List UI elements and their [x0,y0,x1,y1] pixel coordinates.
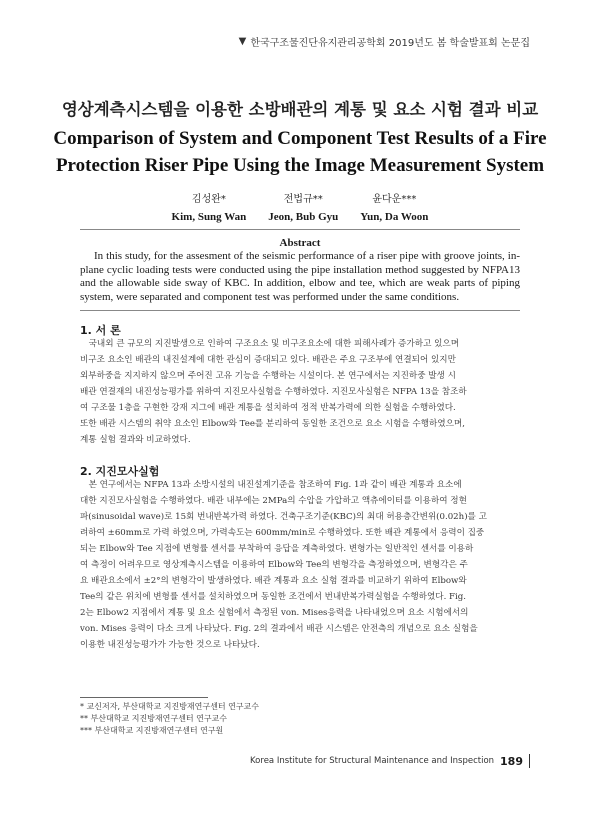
text-line: 계통 실험 결과와 비교하였다. [80,435,191,445]
divider [80,310,520,311]
footnote: * 교신저자, 부산대학교 지진방재연구센터 연구교수 [80,702,260,711]
text-line: 본 연구에서는 NFPA 13과 소방시설의 내진설계기준을 참조하여 Fig. 1과 같이 배관 계통과 요소에 [80,480,462,490]
section-body [80,336,520,448]
text-line: 되는 Elbow와 Tee 지점에 변형률 센서를 부착하여 응답을 계측하였다. 변형가는 일반적인 센서를 이용하 [80,544,474,554]
author-name-korean: 전법규** [283,194,323,205]
journal-header [239,34,530,49]
text-line: 이용한 내진성능평가가 가능한 것으로 나타났다. [80,640,260,650]
text-line: 파(sinusoidal wave)로 15회 번내반복가력 하였다. 건축구조기준(KBC)의 최대 허용층간변위(0.02h)를 고 [80,512,487,522]
author-list [0,190,600,223]
author-name-korean: 김성완* [191,194,226,205]
text-line: 2는 Elbow2 지점에서 계통 및 요소 실험에서 측정된 von. Mises응력을 나타내었으며 요소 시험에서의 [80,608,469,618]
text-line: 대한 지진모사실험을 수행하였다. 배관 내부에는 2MPa의 수압을 가압하고 액츄에이터를 이용하여 정현 [80,496,467,506]
title-english: Comparison of System and Component Test Results of a Fire Protection Riser Pipe Using the Image Measurement System [53,128,547,176]
text-line: 외부하중을 지지하지 않으며 주어진 고유 기능을 수행하는 시설이다. 본 연구에서는 지진하중 발생 시 [80,371,456,381]
text-line: 비구조 요소인 배관의 내진설계에 대한 관심이 증대되고 있다. 배관은 주요 구조부에 연결되어 있지만 [80,355,456,365]
institution-name: Korea Institute for Structural Maintenance and Inspection [250,756,495,766]
section-heading: 1. 서 론 [80,324,121,337]
author-2 [268,190,338,223]
text-line: 려하여 ±60mm로 가력 하였으며, 가력속도는 600mm/min로 수행하였다. 또한 배관 계통에서 응력이 집중 [80,528,485,538]
section-body [80,477,520,653]
author-name-english: Jeon, Bub Gyu [268,211,339,223]
title-korean: 영상계측시스템을 이용한 소방배관의 계통 및 요소 시험 결과 비교 [61,100,539,119]
author-name-english: Yun, Da Woon [360,211,429,223]
text-line: 여 측정이 어려우므로 영상계측시스템을 이용하여 Elbow와 Tee의 변형각을 측정하였으며, 변형각은 주 [80,560,468,570]
journal-name: 한국구조물진단유지관리공학회 2019년도 봄 학술발표회 논문집 [250,38,530,49]
text-line: 여 구조물 1층을 구현한 강재 지그에 배관 계통을 설치하여 정적 반복가력에 의한 실험을 수행하였다. [80,403,456,413]
text-line: 배관 연결재의 내진성능평가를 위하여 지진모사실험을 수행하였다. 지진모사실험은 NFPA 13을 참조하 [80,387,467,397]
abstract-heading: Abstract [279,237,321,249]
text-line: 요 배관요소에서 ±2°의 변형각이 발생하였다. 배관 계통과 요소 실험 결과를 비교하기 위하여 Elbow와 [80,576,467,586]
text-line: von. Mises 응력이 다소 크게 나타났다. Fig. 2의 결과에서 배관 시스템은 안전측의 개념으로 요소 실험을 [80,624,478,634]
page-number: 189 [500,754,523,768]
abstract-text: In this study, for the assesment of the seismic performance of a riser pipe with groove joints, in-plane cyclic loading tests were conducted using the pipe installation method suggested by NFPA13 and the allowable side sway of KBC. In addition, elbow and tee, which are weak parts of piping system, were separated and component test was performed under the same conditions. [80,250,520,303]
footnote: *** 부산대학교 지진방재연구센터 연구원 [80,726,224,735]
author-1 [172,190,247,223]
footnote: ** 부산대학교 지진방재연구센터 연구교수 [80,714,228,723]
author-3 [360,190,428,223]
footnotes [80,701,259,737]
section-heading: 2. 지진모사실험 [80,465,160,478]
text-line: Tee의 같은 위치에 변형률 센서를 설치하였으며 동일한 조건에서 번내반복가력실험을 수행하였다. Fig. [80,592,466,602]
triangle-icon: ▼ [238,36,247,47]
divider [529,754,530,768]
text-line: 국내외 큰 규모의 지진발생으로 인하여 구조요소 및 비구조요소에 대한 피해사례가 증가하고 있으며 [80,339,460,349]
page-footer [250,754,530,768]
footnote-divider [80,697,208,698]
author-name-korean: 윤다운*** [372,194,417,205]
text-line: 또한 배관 시스템의 취약 요소인 Elbow와 Tee를 분리하여 동일한 조건으로 요소 시험을 수행하였으며, [80,419,465,429]
divider [80,229,520,230]
author-name-english: Kim, Sung Wan [171,211,247,223]
